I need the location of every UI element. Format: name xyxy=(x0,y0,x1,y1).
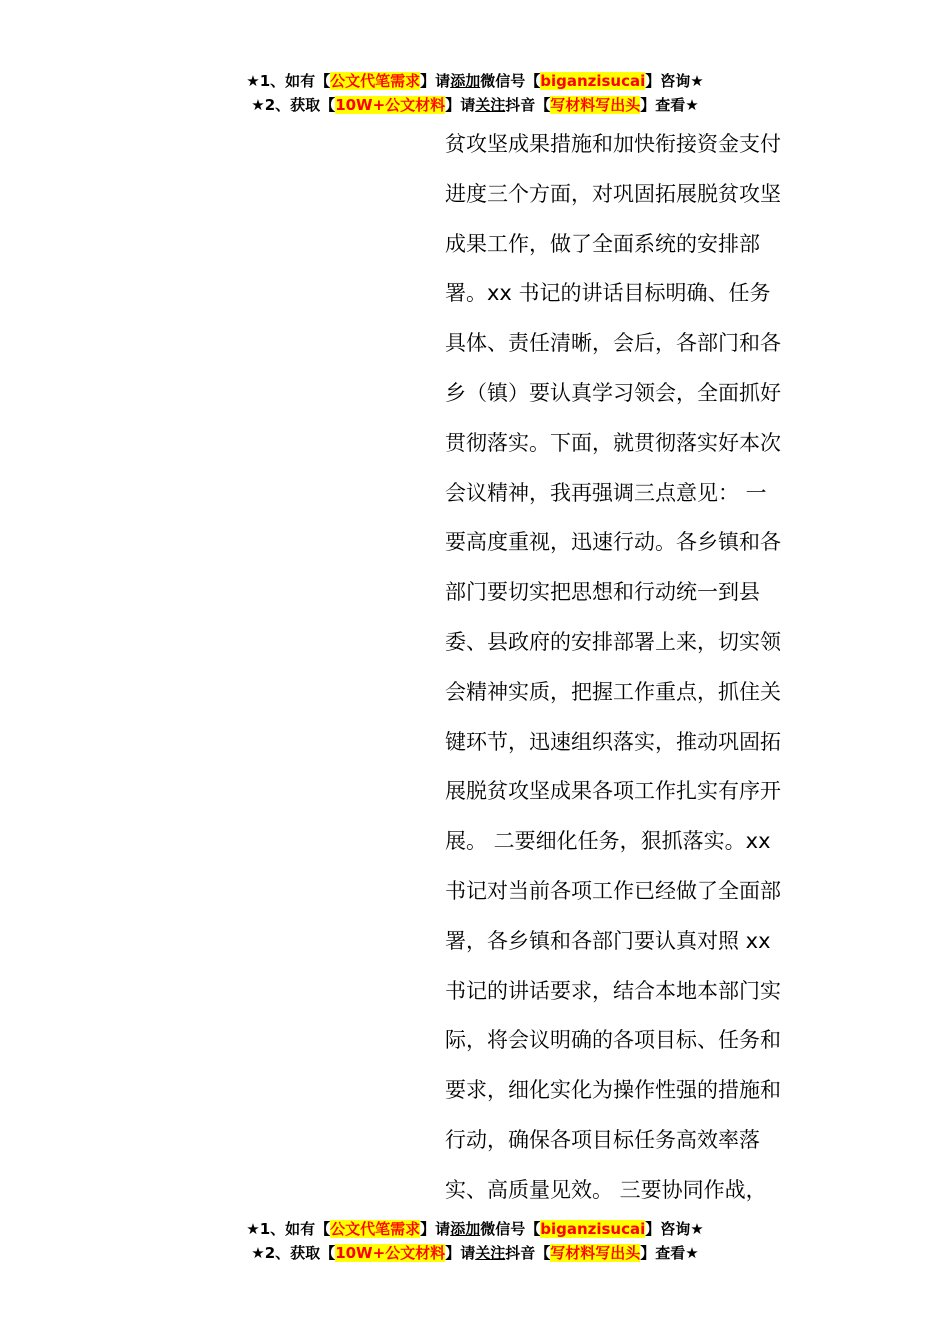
body-text-line: 键环节，迅速组织落实，推动巩固拓 xyxy=(445,729,781,754)
promo-add-underline: 添加 xyxy=(450,72,481,90)
body-text-line: 要高度重视，迅速行动。各乡镇和各 xyxy=(445,530,781,555)
body-text-line: 展。 二要细化任务，狠抓落实。xx xyxy=(445,829,771,854)
promo-line-2-mid1: 】请 xyxy=(445,1244,476,1262)
body-text-line: 行动，确保各项目标任务高效率落 xyxy=(445,1127,760,1152)
promo-line-1-suffix: 】咨询★ xyxy=(645,72,704,90)
promo-line-2-mid2: 抖音【 xyxy=(505,96,551,114)
promo-line-1-suffix: 】咨询★ xyxy=(645,1220,704,1238)
promo-line-1-mid2: 微信号【 xyxy=(480,72,541,90)
promo-line-1-prefix: ★1、如有【 xyxy=(246,1220,331,1238)
promo-wechat-id-highlight: biganzisucai xyxy=(540,72,646,90)
promo-wechat-id-highlight: biganzisucai xyxy=(540,1220,646,1238)
body-text-line: 部门要切实把思想和行动统一到县 xyxy=(445,580,760,605)
promo-line-2-mid1: 】请 xyxy=(445,96,476,114)
promo-line-1-mid1: 】请 xyxy=(420,72,451,90)
body-text-line: 实、高质量见效。 三要协同作战， xyxy=(445,1177,767,1202)
promo-follow-underline: 关注 xyxy=(475,96,506,114)
document-body xyxy=(445,120,815,1216)
promo-douyin-account-highlight: 写材料写出头 xyxy=(550,96,641,114)
body-text-line: 贫攻坚成果措施和加快衔接资金支付 xyxy=(445,132,781,156)
promo-line-2 xyxy=(0,1241,950,1265)
body-text-line: 具体、责任清晰，会后，各部门和各 xyxy=(445,331,781,356)
body-text-line: 会议精神，我再强调三点意见： 一 xyxy=(445,480,767,505)
promo-line-1 xyxy=(0,69,950,93)
body-text-line: 署。xx 书记的讲话目标明确、任务 xyxy=(445,281,771,306)
promo-line-2-mid2: 抖音【 xyxy=(505,1244,551,1262)
promo-line-1-mid1: 】请 xyxy=(420,1220,451,1238)
promo-materials-highlight: 10W+公文材料 xyxy=(335,96,446,114)
promo-line-2-suffix: 】查看★ xyxy=(640,1244,699,1262)
promo-line-2-prefix: ★2、获取【 xyxy=(251,1244,336,1262)
body-text-line: 书记对当前各项工作已经做了全面部 xyxy=(445,878,781,903)
promo-line-2-suffix: 】查看★ xyxy=(640,96,699,114)
promo-douyin-account-highlight: 写材料写出头 xyxy=(550,1244,641,1262)
promo-writing-service-highlight: 公文代笔需求 xyxy=(330,1220,421,1238)
body-text-line: 乡（镇）要认真学习领会，全面抓好 xyxy=(445,380,781,405)
promo-follow-underline: 关注 xyxy=(475,1244,506,1262)
promo-add-underline: 添加 xyxy=(450,1220,481,1238)
promo-line-1-mid2: 微信号【 xyxy=(480,1220,541,1238)
promo-line-1-prefix: ★1、如有【 xyxy=(246,72,331,90)
body-text-line: 成果工作，做了全面系统的安排部 xyxy=(445,231,760,256)
body-text-line: 书记的讲话要求，结合本地本部门实 xyxy=(445,978,781,1003)
body-text-line: 要求，细化实化为操作性强的措施和 xyxy=(445,1078,781,1103)
body-text-line: 贯彻落实。下面，就贯彻落实好本次 xyxy=(445,430,781,455)
promo-header-top xyxy=(0,69,950,117)
body-text-line: 际，将会议明确的各项目标、任务和 xyxy=(445,1028,781,1053)
promo-line-2 xyxy=(0,93,950,117)
body-text-line: 委、县政府的安排部署上来，切实领 xyxy=(445,629,781,654)
promo-line-2-prefix: ★2、获取【 xyxy=(251,96,336,114)
body-text-line: 展脱贫攻坚成果各项工作扎实有序开 xyxy=(445,779,781,804)
promo-writing-service-highlight: 公文代笔需求 xyxy=(330,72,421,90)
promo-line-1 xyxy=(0,1217,950,1241)
promo-materials-highlight: 10W+公文材料 xyxy=(335,1244,446,1262)
promo-footer-bottom xyxy=(0,1217,950,1265)
body-text-line: 进度三个方面，对巩固拓展脱贫攻坚 xyxy=(445,181,781,206)
body-text-line: 会精神实质，把握工作重点，抓住关 xyxy=(445,679,781,704)
body-text-line: 署，各乡镇和各部门要认真对照 xx xyxy=(445,928,771,953)
